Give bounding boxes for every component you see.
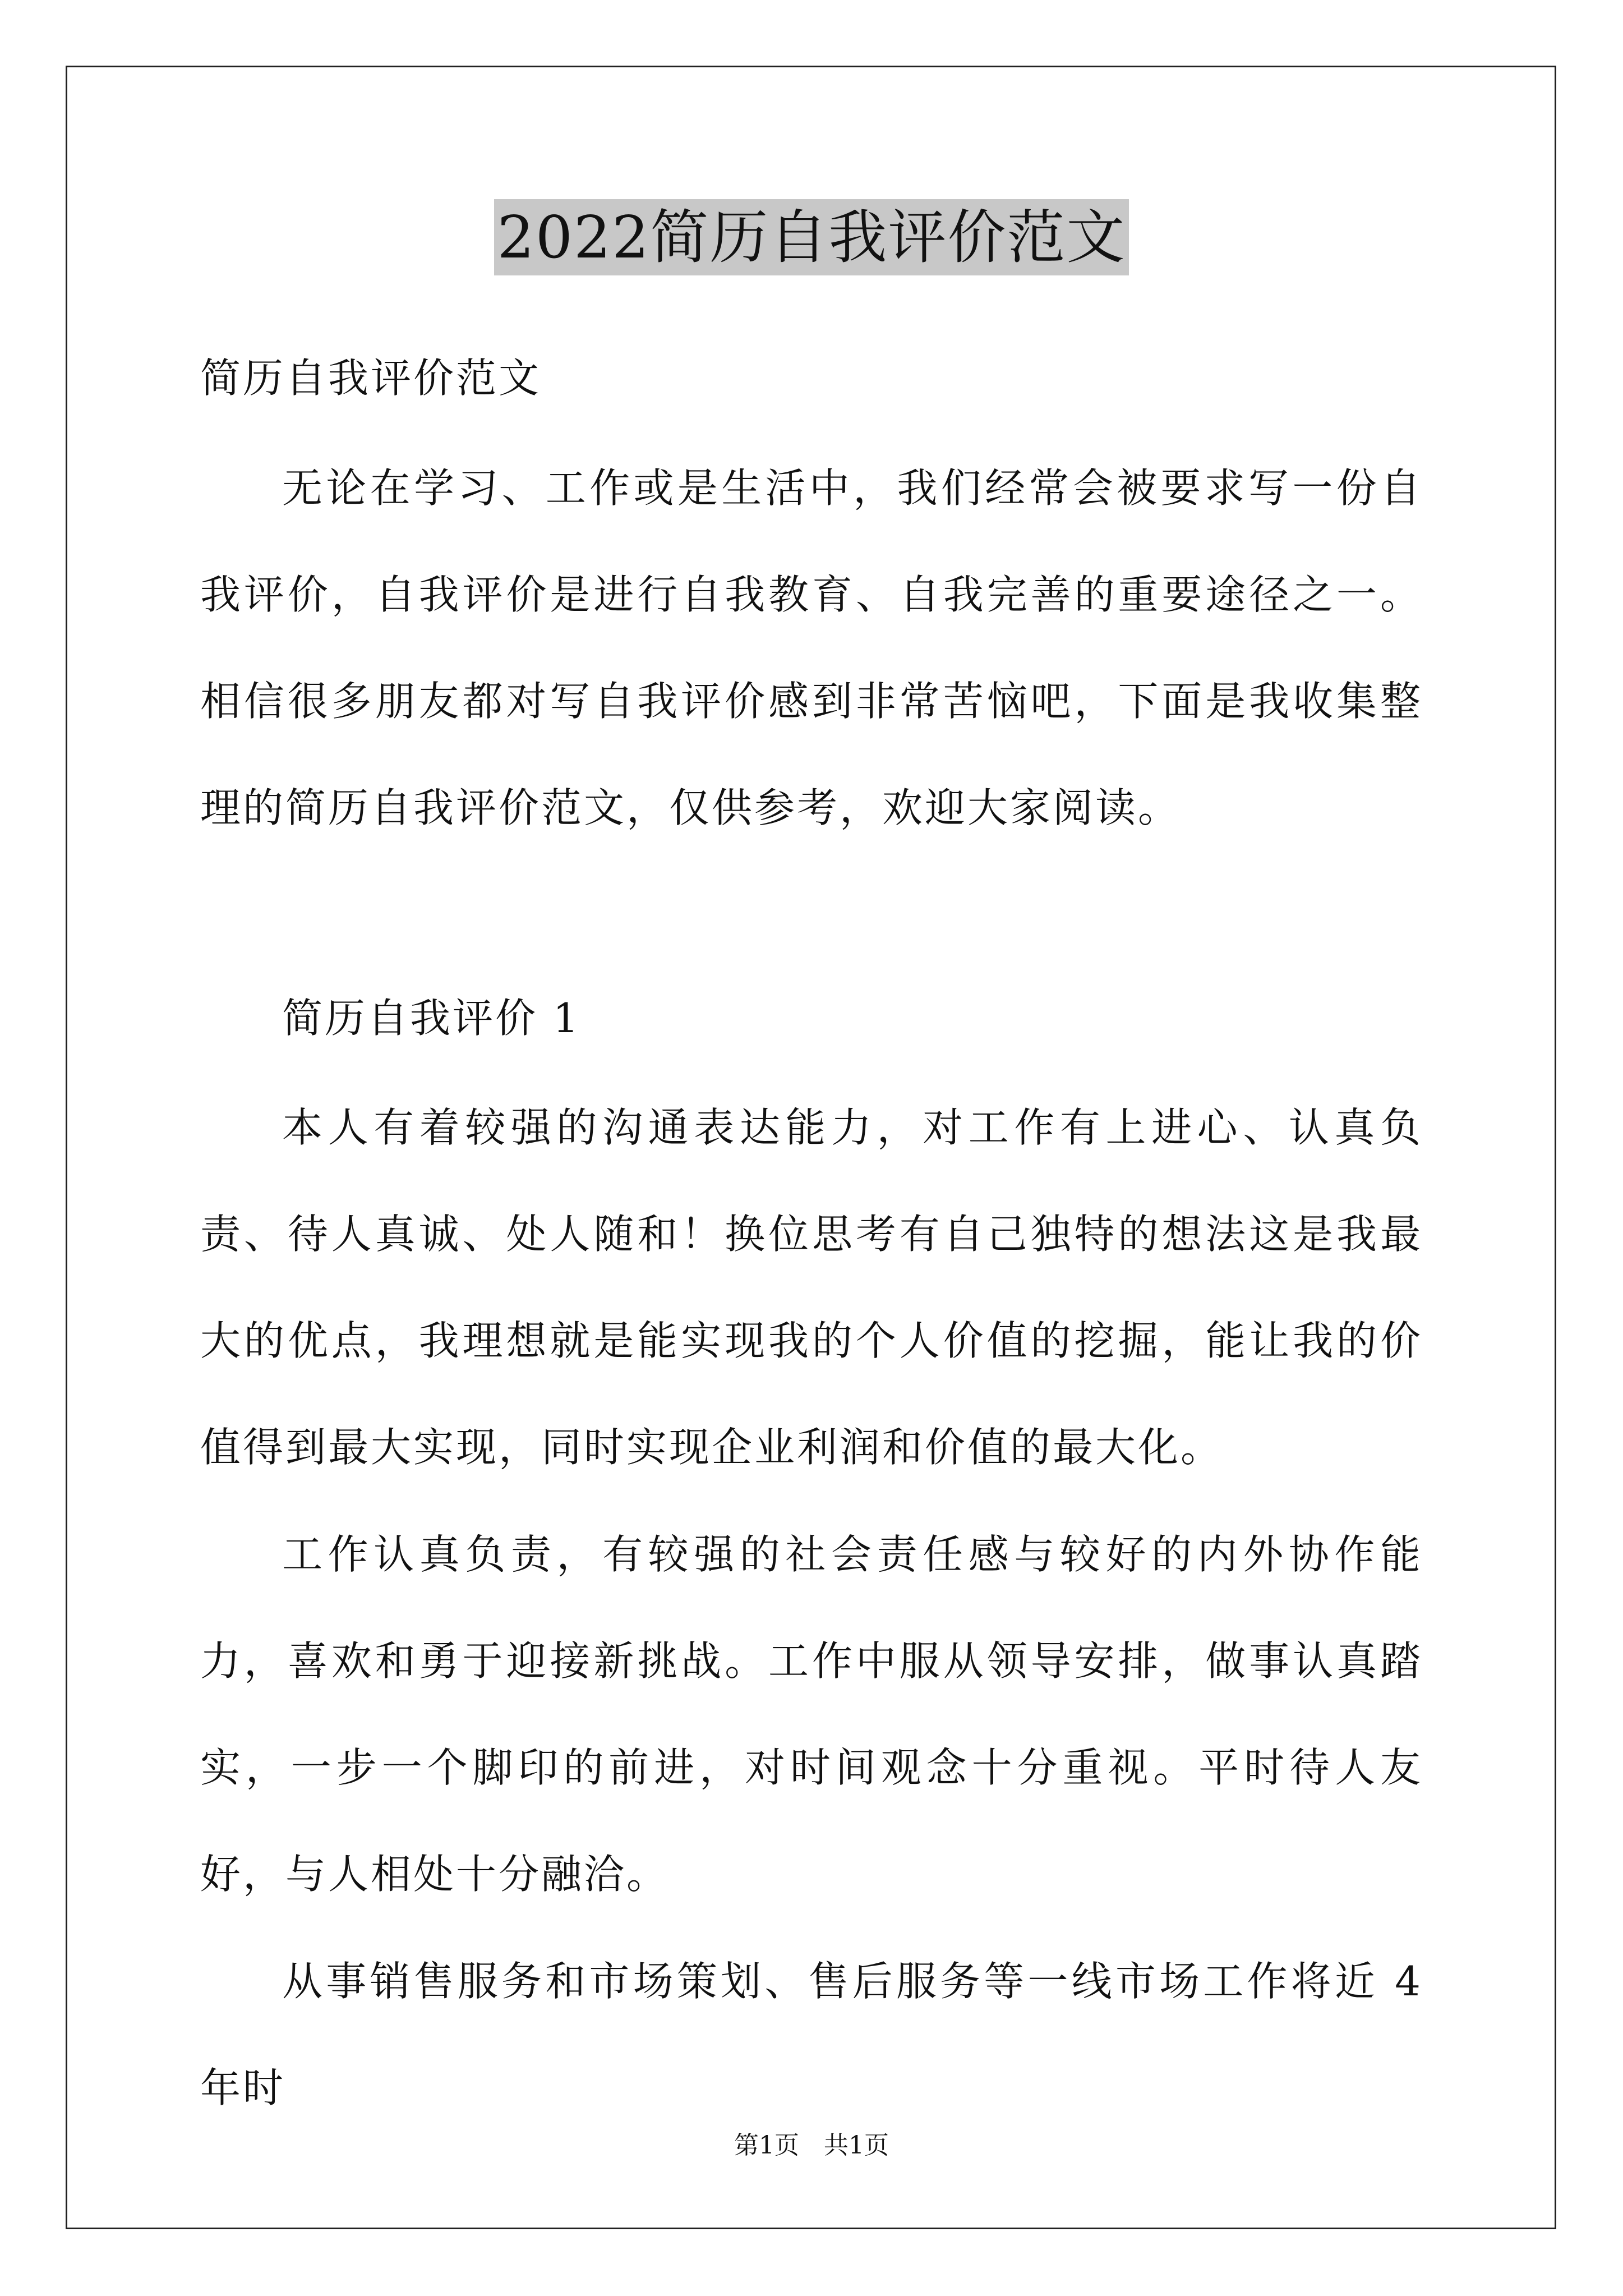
paragraph-1: 本人有着较强的沟通表达能力，对工作有上进心、认真负责、待人真诚、处人随和！换位思考有自己独特的想法这是我最大的优点，我理想就是能实现我的个人价值的挖掘，能让我的价值得到最大实现，同时实现企业利润和价值的最大化。 [200, 1104, 1423, 1471]
paragraph-3: 从事销售服务和市场策划、售后服务等一线市场工作将近 4 年时 [200, 1958, 1423, 2111]
title-wrapper [0, 199, 1623, 275]
document-title: 2022简历自我评价范文 [494, 199, 1129, 275]
page-footer: 第1页 共1页 [734, 2131, 889, 2160]
section-heading: 简历自我评价 1 [282, 995, 581, 1042]
paragraph-2: 工作认真负责，有较强的社会责任感与较好的内外协作能力，喜欢和勇于迎接新挑战。工作中服从领导安排，做事认真踏实，一步一个脚印的前进，对时间观念十分重视。平时待人友好，与人相处十分融洽。 [200, 1531, 1423, 1898]
document-subtitle: 简历自我评价范文 [200, 355, 542, 402]
intro-paragraph: 无论在学习、工作或是生活中，我们经常会被要求写一份自我评价，自我评价是进行自我教育、自我完善的重要途径之一。相信很多朋友都对写自我评价感到非常苦恼吧，下面是我收集整理的简历自我评价范文，仅供参考，欢迎大家阅读。 [200, 464, 1423, 831]
